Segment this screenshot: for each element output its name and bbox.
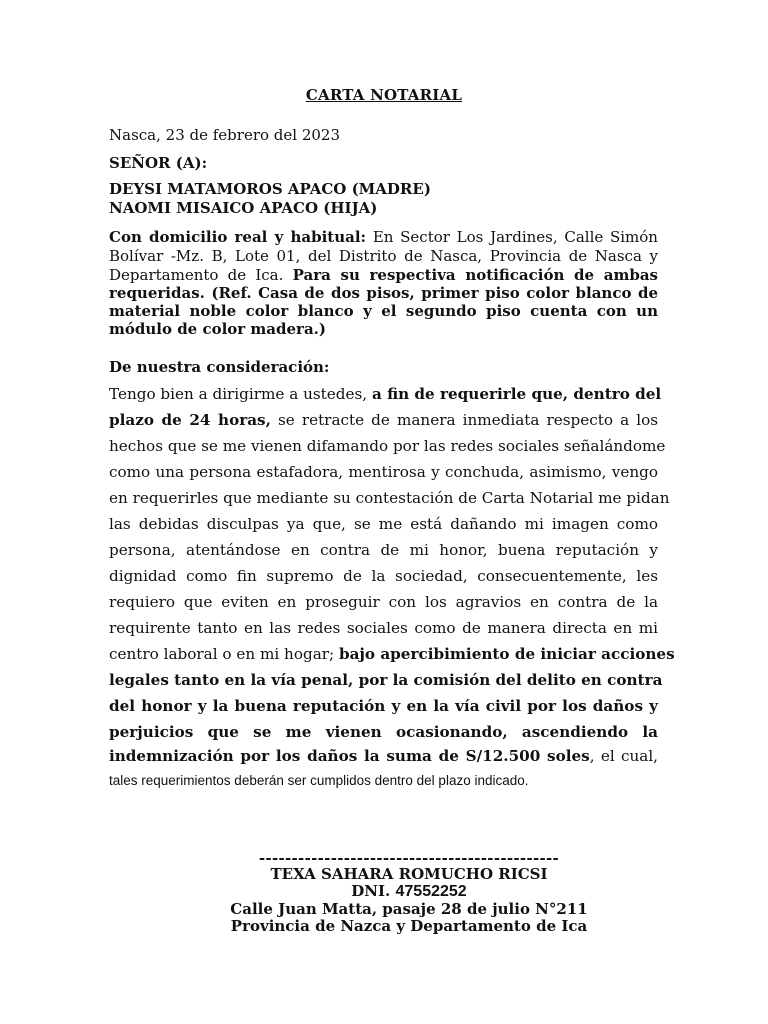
body-text: se retracte de manera inmediata respecto a los bbox=[277, 411, 659, 429]
body-line-11 bbox=[109, 645, 675, 663]
addressee-label: SEÑOR (A): bbox=[109, 154, 208, 172]
body-line-4: como una persona estafadora, mentirosa y conchuda, asimismo, vengo bbox=[109, 463, 658, 481]
body-line-14: perjuicios que se me vienen ocasionando, ascendiendo la bbox=[109, 723, 658, 741]
signer-dni bbox=[0, 882, 768, 901]
body-text: Tengo bien a dirigirme a ustedes, bbox=[109, 385, 368, 403]
body-line-16: tales requerimientos deberán ser cumplidos dentro del plazo indicado. bbox=[109, 773, 529, 788]
body-line-9: requiero que eviten en proseguir con los agravios en contra de la bbox=[109, 593, 658, 611]
body-line-13: del honor y la buena reputación y en la vía civil por los daños y bbox=[109, 697, 658, 715]
body-line-6: las debidas disculpas ya que, se me está dañando mi imagen como bbox=[109, 515, 658, 533]
body-text: , el cual, bbox=[589, 747, 658, 765]
domicile-text: Departamento de Ica. bbox=[109, 266, 284, 284]
body-line-10: requirente tanto en las redes sociales como de manera directa en mi bbox=[109, 619, 658, 637]
domicile-line-6: módulo de color madera.) bbox=[109, 320, 326, 338]
body-emphasis: bajo apercibimiento de iniciar acciones bbox=[338, 645, 675, 663]
body-line-2 bbox=[109, 411, 658, 429]
dni-label: DNI. bbox=[351, 882, 391, 900]
body-line-15 bbox=[109, 747, 658, 765]
signer-province: Provincia de Nazca y Departamento de Ica bbox=[230, 917, 588, 935]
body-line-3: hechos que se me vienen difamando por las redes sociales señalándome bbox=[109, 437, 666, 455]
dni-value: 47552252 bbox=[395, 883, 467, 900]
domicile-line-3 bbox=[109, 266, 658, 284]
signer-address: Calle Juan Matta, pasaje 28 de julio N°211 bbox=[230, 900, 588, 918]
body-emphasis: a fin de requerirle que, dentro del bbox=[371, 385, 662, 403]
body-line-1 bbox=[109, 385, 662, 403]
domicile-line-2: Bolívar -Mz. B, Lote 01, del Distrito de Nasca, Provincia de Nasca y bbox=[109, 247, 658, 265]
signer-name: TEXA SAHARA ROMUCHO RICSI bbox=[270, 865, 548, 883]
addressee-daughter: NAOMI MISAICO APACO (HIJA) bbox=[109, 199, 378, 217]
place-date: Nasca, 23 de febrero del 2023 bbox=[109, 126, 341, 144]
body-emphasis: plazo de 24 horas, bbox=[109, 411, 271, 429]
body-line-12: legales tanto en la vía penal, por la comisión del delito en contra bbox=[109, 671, 663, 689]
domicile-line-5: material noble color blanco y el segundo piso cuenta con un bbox=[109, 302, 658, 320]
salutation: De nuestra consideración: bbox=[109, 358, 330, 376]
signature-line: ---------------------------------------------- bbox=[258, 849, 560, 867]
domicile-line-1 bbox=[109, 228, 658, 246]
notification-text: Para su respectiva notificación de ambas bbox=[292, 266, 658, 284]
domicile-label: Con domicilio real y habitual: bbox=[109, 228, 367, 246]
body-line-7: persona, atentándose en contra de mi honor, buena reputación y bbox=[109, 541, 658, 559]
body-line-5: en requerirles que mediante su contestación de Carta Notarial me pidan bbox=[109, 489, 670, 507]
body-text: centro laboral o en mi hogar; bbox=[109, 645, 335, 663]
domicile-line-4: requeridas. (Ref. Casa de dos pisos, primer piso color blanco de bbox=[109, 284, 658, 302]
document-title: CARTA NOTARIAL bbox=[305, 86, 463, 104]
addressee-mother: DEYSI MATAMOROS APACO (MADRE) bbox=[109, 180, 431, 198]
indemnity-amount: indemnización por los daños la suma de S/12.500 soles bbox=[109, 747, 590, 765]
domicile-text: En Sector Los Jardines, Calle Simón bbox=[372, 228, 658, 246]
body-line-8: dignidad como fin supremo de la sociedad, consecuentemente, les bbox=[109, 567, 658, 585]
